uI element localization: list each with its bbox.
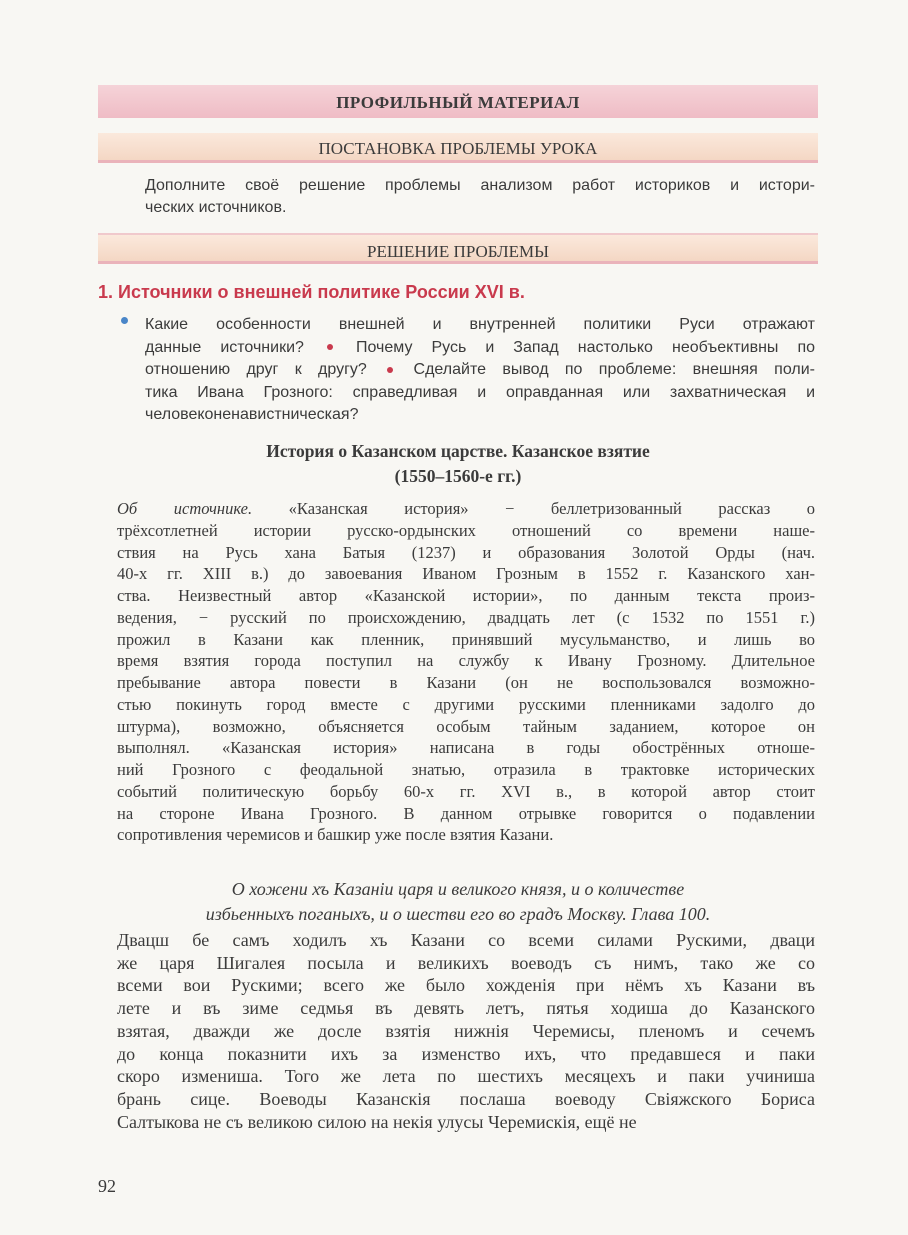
text-line: Салтыкова не съ великою силою на некiя улусы Черемискiя, ещё не — [117, 1111, 637, 1132]
text-line: 40-х гг. XIII в.) до завоевания Иваном Грозным в 1552 г. Казанского хан- — [117, 564, 815, 584]
question-text: данные источники? — [145, 338, 304, 356]
text-line: ческих источников. — [145, 199, 287, 216]
text-line: до конца показнити ихъ за изменство ихъ, что предавшеся и паки — [117, 1043, 815, 1064]
text-line: же царя Шигалея посыла и великихъ воеводъ съ нимъ, тако же со — [117, 952, 815, 973]
chapter-title — [98, 877, 818, 927]
text-line: Дополните своё решение проблемы анализом работ историков и истори- — [145, 177, 815, 194]
problem-statement-band: ПОСТАНОВКА ПРОБЛЕМЫ УРОКА — [98, 133, 818, 163]
text-line — [145, 337, 815, 360]
solution-band: РЕШЕНИЕ ПРОБЛЕМЫ — [98, 233, 818, 264]
text-line — [145, 359, 815, 382]
text-line: ведения, − русский по происхождению, двадцать лет (с 1532 по 1551 г.) — [117, 607, 815, 627]
section-heading: 1. Источники о внешней политике России XVI в. — [98, 282, 525, 302]
source-title-line: История о Казанском царстве. Казанское взятие — [266, 441, 650, 461]
text-line: выполнял. «Казанская история» написана в годы обострённых отноше- — [117, 738, 815, 758]
question-text: отношению друг к другу? — [145, 361, 367, 378]
bullet-icon — [121, 317, 128, 324]
text-line: брань сице. Воеводы Казанскiя послаша воеводу Свiяжского Бориса — [117, 1088, 815, 1109]
text-line: взятая, дважди же досле взятiя нижнiя Черемисы, пленомъ и сечемъ — [117, 1020, 815, 1041]
text-line: ствия на Русь хана Батыя (1237) и образования Золотой Орды (нач. — [117, 542, 815, 562]
text-line — [117, 498, 815, 520]
chapter-title-line: О хожени хъ Казанiи царя и великого князя, и о количестве — [231, 879, 685, 899]
text-line: событий политическую борьбу 60-х гг. XVI в., в которой автор стоит — [117, 781, 815, 801]
profile-material-band: ПРОФИЛЬНЫЙ МАТЕРИАЛ — [98, 85, 818, 118]
text-line: сопротивления черемисов и башкир уже после взятия Казани. — [117, 825, 554, 845]
text-line: штурма), возможно, объясняется особым тайным заданием, которое он — [117, 716, 815, 736]
chapter-title-line: избьенныхъ поганыхъ, и о шестви его во градъ Москву. Глава 100. — [205, 904, 711, 924]
text-line-content: «Казанская история» − беллетризованный рассказ о — [288, 499, 816, 518]
text-line: всеми вои Рускими; всего же было хожденiя при нёмъ хъ Казани въ — [117, 975, 815, 996]
text-line: человеконенавистническая? — [145, 406, 359, 423]
text-line: время взятия города поступил на службу к Ивану Грозному. Длительное — [117, 651, 815, 671]
page-number: 92 — [98, 1176, 116, 1196]
source-title — [98, 439, 818, 489]
questions-list — [145, 314, 815, 427]
question-text: Сделайте вывод по проблеме: внешняя поли- — [413, 361, 815, 378]
bullet-icon — [387, 367, 393, 373]
text-line: стью покинуть город вместе с другими русскими пленниками задолго до — [117, 694, 815, 714]
about-source-paragraph — [117, 498, 815, 846]
text-line: ний Грозного с феодальной знатью, отразила в трактовке исторических — [117, 760, 815, 779]
intro-paragraph — [145, 175, 815, 219]
source-title-line: (1550–1560-е гг.) — [394, 466, 522, 486]
text-line: ства. Неизвестный автор «Казанской истории», по данным текста произ- — [117, 586, 815, 605]
about-label: Об источнике. — [117, 499, 253, 518]
text-line: на стороне Ивана Грозного. В данном отрывке говорится о подавлении — [117, 803, 815, 823]
text-line: тика Ивана Грозного: справедливая и оправданная или захватническая и — [145, 383, 815, 401]
text-line: трёхсотлетней истории русско-ордынских отношений со времени наше- — [117, 520, 815, 540]
question-text: Почему Русь и Запад настолько необъективны по — [355, 338, 816, 356]
text-line: пребывание автора повести в Казани (он не воспользовался возможно- — [117, 673, 815, 692]
text-line: Какие особенности внешней и внутренней политики Руси отражают — [145, 316, 815, 333]
bullet-icon — [327, 344, 333, 350]
text-line: лете и въ зиме седмья въ девять летъ, пятья ходиша до Казанского — [117, 998, 815, 1019]
text-line: прожил в Казани как пленник, принявший мусульманство, и лишь во — [117, 629, 815, 649]
text-line: Двацш бе самъ ходилъ хъ Казани со всеми силами Рускими, дваци — [117, 930, 815, 950]
text-line: скоро измениша. Того же лета по шестихъ месяцехъ и паки учиниша — [117, 1066, 815, 1087]
chapter-text — [117, 929, 815, 1133]
